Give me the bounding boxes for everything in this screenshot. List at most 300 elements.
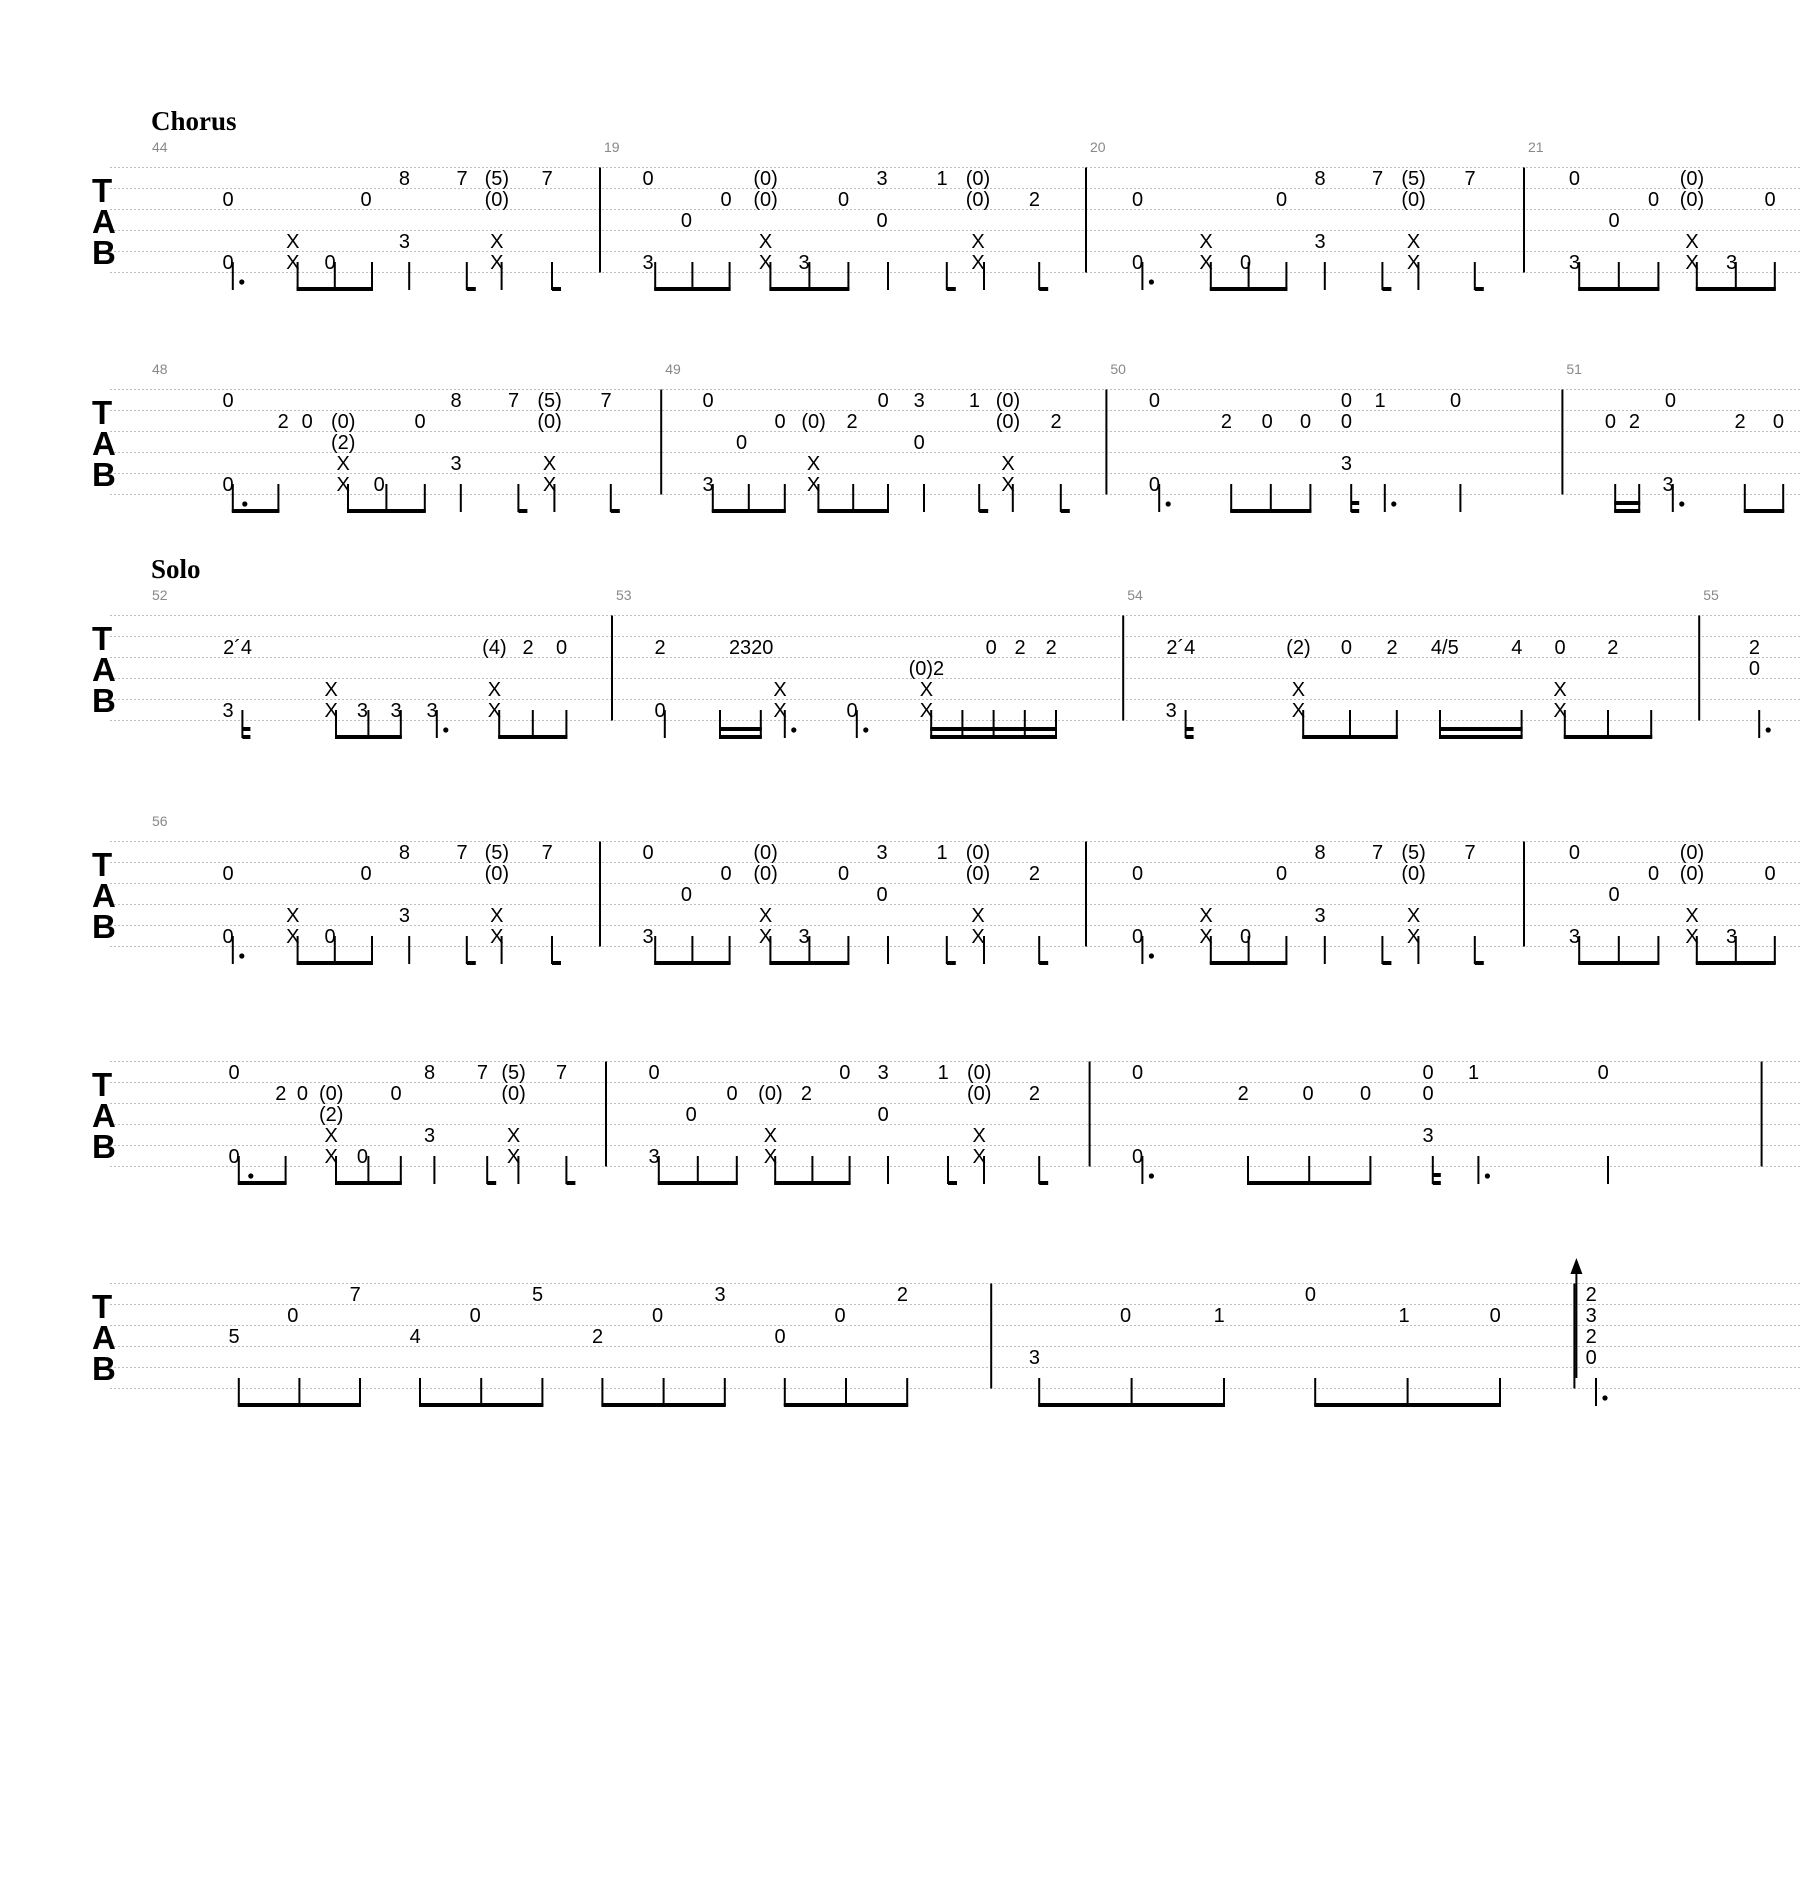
fret-number: 0 bbox=[390, 1083, 402, 1105]
rhythm-dot bbox=[1679, 501, 1684, 506]
fret-number: 0 bbox=[834, 1305, 846, 1327]
fret-number: 0 bbox=[1240, 252, 1252, 274]
fret-number: 0 bbox=[1604, 411, 1616, 433]
tab-letter-b: B bbox=[92, 1350, 116, 1387]
measure-number: 56 bbox=[152, 813, 168, 829]
fret-number: 0 bbox=[1261, 411, 1273, 433]
fret-number: 0 bbox=[222, 474, 234, 496]
fret-number: 0 bbox=[877, 390, 889, 412]
fret-number: 2 bbox=[1014, 637, 1026, 659]
fret-number: 0 bbox=[642, 842, 654, 864]
tab-letter-a: A bbox=[92, 1319, 116, 1356]
fret-number: 1 bbox=[1398, 1305, 1410, 1327]
fret-number: 8 bbox=[398, 842, 410, 864]
fret-number: 0 bbox=[287, 1305, 299, 1327]
fret-number: 7 bbox=[1372, 168, 1384, 190]
dead-note: X bbox=[919, 700, 934, 722]
dead-note: X bbox=[324, 679, 338, 701]
measure-number: 50 bbox=[1110, 361, 1126, 377]
fret-number: 3 bbox=[424, 1125, 436, 1147]
fret-number: 0 bbox=[360, 863, 372, 885]
fret-number: 0 bbox=[652, 1305, 664, 1327]
tab-system bbox=[92, 813, 1800, 964]
fret-number: 1 bbox=[936, 168, 948, 190]
fret-number: 0 bbox=[1597, 1062, 1609, 1084]
dead-note: X bbox=[1406, 905, 1421, 927]
measure-number: 21 bbox=[1528, 139, 1544, 155]
fret-number: 0 bbox=[846, 700, 858, 722]
fret-number: (0) bbox=[801, 411, 826, 433]
fret-number: 0 bbox=[702, 390, 714, 412]
fret-number: 0 bbox=[556, 637, 568, 659]
dead-note: X bbox=[506, 1146, 521, 1168]
fret-number: 3 bbox=[1314, 231, 1326, 253]
fret-number: (0) bbox=[966, 1062, 992, 1084]
fret-number: 0 bbox=[654, 700, 666, 722]
dead-note: X bbox=[1685, 926, 1699, 948]
dead-note: X bbox=[758, 252, 773, 274]
fret-number: 0 bbox=[774, 1326, 786, 1348]
fret-number: 0 bbox=[1360, 1083, 1372, 1105]
fret-number: 0 bbox=[1585, 1347, 1597, 1369]
dead-note: X bbox=[1001, 474, 1015, 496]
fret-number: 0 bbox=[1748, 658, 1760, 680]
dead-note: X bbox=[1553, 679, 1567, 701]
rhythm-dot bbox=[443, 727, 448, 732]
fret-number: 7 bbox=[556, 1062, 568, 1084]
rhythm-dot bbox=[791, 727, 796, 732]
fret-number: (0) bbox=[966, 1083, 992, 1105]
fret-number: 0 bbox=[1132, 252, 1144, 274]
fret-number: (2) bbox=[318, 1104, 344, 1126]
fret-number: (0) bbox=[537, 411, 562, 433]
tab-letter-b: B bbox=[92, 682, 116, 719]
fret-number: 0 bbox=[1422, 1062, 1434, 1084]
fret-number: 3 bbox=[1568, 926, 1580, 948]
fret-number: 0 bbox=[373, 474, 385, 496]
fret-number: 0 bbox=[296, 1083, 308, 1105]
fret-number: 0 bbox=[774, 411, 786, 433]
measure-number: 20 bbox=[1090, 139, 1106, 155]
fret-number: 7 bbox=[1372, 842, 1384, 864]
dead-note: X bbox=[763, 1146, 778, 1168]
fret-number: 3 bbox=[398, 231, 410, 253]
fret-number: (0) bbox=[1679, 863, 1705, 885]
fret-number: 7 bbox=[476, 1062, 488, 1084]
fret-number: 2 bbox=[522, 637, 534, 659]
dead-note: X bbox=[1199, 905, 1213, 927]
fret-number: 0 bbox=[1132, 1146, 1144, 1168]
section-title-chorus: Chorus bbox=[151, 106, 237, 136]
fret-number: 3 bbox=[1662, 474, 1674, 496]
dead-note: X bbox=[1406, 231, 1421, 253]
dead-note: X bbox=[758, 905, 773, 927]
measure-number: 19 bbox=[604, 139, 620, 155]
fret-number: 0 bbox=[222, 863, 234, 885]
fret-number: 0 bbox=[1300, 411, 1312, 433]
dead-note: X bbox=[324, 1146, 338, 1168]
fret-number: 0 bbox=[414, 411, 426, 433]
fret-number: 0 bbox=[222, 926, 234, 948]
dead-note: X bbox=[490, 926, 504, 948]
fret-number: 3 bbox=[1568, 252, 1580, 274]
fret-number: 7 bbox=[541, 842, 553, 864]
dead-note: X bbox=[773, 679, 787, 701]
fret-number: 0 bbox=[1340, 390, 1352, 412]
fret-number: 2 bbox=[1237, 1083, 1249, 1105]
fret-number: 7 bbox=[541, 168, 553, 190]
fret-number: 3 bbox=[913, 390, 925, 412]
dead-note: X bbox=[806, 453, 821, 475]
dead-note: X bbox=[490, 252, 504, 274]
fret-number: 0 bbox=[1276, 189, 1288, 211]
fret-number: 0 bbox=[1648, 863, 1660, 885]
fret-number: 0 bbox=[1489, 1305, 1501, 1327]
fret-number: 0 bbox=[685, 1104, 697, 1126]
fret-number: 2 bbox=[277, 411, 289, 433]
fret-number: 2 bbox=[1386, 637, 1398, 659]
fret-number: 2320 bbox=[728, 637, 774, 659]
fret-number: 0 bbox=[680, 884, 692, 906]
fret-number: 5 bbox=[532, 1284, 544, 1306]
dead-note: X bbox=[971, 231, 985, 253]
fret-number: 0 bbox=[877, 1104, 889, 1126]
fret-number: 0 bbox=[839, 1062, 851, 1084]
fret-number: (2) bbox=[330, 432, 356, 454]
fret-number: 2 bbox=[654, 637, 666, 659]
fret-number: 8 bbox=[1314, 168, 1326, 190]
fret-number: 3 bbox=[798, 926, 810, 948]
dead-note: X bbox=[971, 252, 985, 274]
fret-number: 0 bbox=[876, 884, 888, 906]
fret-number: 8 bbox=[424, 1062, 436, 1084]
tab-letter-t: T bbox=[92, 846, 113, 883]
dead-note: X bbox=[1406, 252, 1421, 274]
fret-number: 0 bbox=[1304, 1284, 1316, 1306]
dead-note: X bbox=[1685, 905, 1699, 927]
rhythm-dot bbox=[1149, 279, 1154, 284]
rhythm-dot bbox=[1602, 1395, 1607, 1400]
fret-number: 2 bbox=[592, 1326, 604, 1348]
fret-number: 0 bbox=[1132, 926, 1144, 948]
rhythm-dot bbox=[1485, 1173, 1490, 1178]
fret-number: 0 bbox=[1148, 474, 1160, 496]
fret-number: 0 bbox=[1120, 1305, 1132, 1327]
fret-number: 4 bbox=[1511, 637, 1523, 659]
tab-letter-a: A bbox=[92, 203, 116, 240]
dead-note: X bbox=[487, 700, 502, 722]
fret-number: (0) bbox=[330, 411, 356, 433]
fret-number: 1 bbox=[1374, 390, 1386, 412]
dead-note: X bbox=[286, 252, 300, 274]
fret-number: (0) bbox=[484, 863, 510, 885]
fret-number: 3 bbox=[1028, 1347, 1040, 1369]
fret-number: 0 bbox=[1764, 189, 1776, 211]
fret-number: 3 bbox=[798, 252, 810, 274]
fret-number: 7 bbox=[456, 168, 468, 190]
fret-number: 3 bbox=[714, 1284, 726, 1306]
fret-number: 0 bbox=[838, 863, 850, 885]
fret-number: 0 bbox=[1568, 168, 1580, 190]
fret-number: 0 bbox=[222, 252, 234, 274]
fret-number: 3 bbox=[876, 842, 888, 864]
fret-number: (0) bbox=[965, 168, 991, 190]
fret-number: (0) bbox=[1679, 168, 1705, 190]
fret-number: 0 bbox=[1240, 926, 1252, 948]
dead-note: X bbox=[758, 926, 773, 948]
dead-note: X bbox=[1291, 700, 1306, 722]
fret-number: 0 bbox=[1422, 1083, 1434, 1105]
fret-number: 2 bbox=[1585, 1284, 1597, 1306]
fret-number: 3 bbox=[702, 474, 714, 496]
rhythm-dot bbox=[1166, 501, 1171, 506]
fret-number: 2 bbox=[800, 1083, 812, 1105]
fret-number: (0) bbox=[1401, 189, 1426, 211]
dead-note: X bbox=[542, 453, 557, 475]
fret-number: 0 bbox=[720, 863, 732, 885]
rhythm-dot bbox=[248, 1173, 253, 1178]
measure-number: 48 bbox=[152, 361, 168, 377]
dead-note: X bbox=[763, 1125, 778, 1147]
fret-number: 0 bbox=[1132, 189, 1144, 211]
fret-number: 3 bbox=[1340, 453, 1352, 475]
dead-note: X bbox=[806, 474, 821, 496]
dead-note: X bbox=[336, 474, 350, 496]
fret-number: 2 bbox=[846, 411, 858, 433]
fret-number: 2 bbox=[1220, 411, 1232, 433]
strum-arrow-head bbox=[1570, 1258, 1582, 1274]
fret-number: 0 bbox=[1764, 863, 1776, 885]
fret-number: 0 bbox=[1148, 390, 1160, 412]
tab-letter-a: A bbox=[92, 877, 116, 914]
fret-number: 0 bbox=[360, 189, 372, 211]
tab-letter-a: A bbox=[92, 1097, 116, 1134]
fret-number: (0) bbox=[995, 411, 1021, 433]
measure-number: 51 bbox=[1566, 361, 1582, 377]
fret-number: 0 bbox=[876, 210, 888, 232]
fret-number: 3 bbox=[398, 905, 410, 927]
fret-number: 4 bbox=[409, 1326, 421, 1348]
fret-number: (0) bbox=[753, 863, 778, 885]
fret-number: 3 bbox=[642, 926, 654, 948]
fret-number: 0 bbox=[222, 390, 234, 412]
fret-number: 3 bbox=[1726, 252, 1738, 274]
fret-number: (0) bbox=[758, 1083, 783, 1105]
tab-letter-b: B bbox=[92, 908, 116, 945]
fret-number: 0 bbox=[228, 1062, 240, 1084]
measure-number: 53 bbox=[616, 587, 632, 603]
tab-letter-t: T bbox=[92, 1288, 113, 1325]
rhythm-dot bbox=[1149, 953, 1154, 958]
fret-number: 2´4 bbox=[223, 637, 253, 659]
fret-number: 0 bbox=[301, 411, 313, 433]
dead-note: X bbox=[1685, 252, 1699, 274]
fret-number: 0 bbox=[1302, 1083, 1314, 1105]
dead-note: X bbox=[487, 679, 502, 701]
dead-note: X bbox=[972, 1125, 986, 1147]
fret-number: 3 bbox=[648, 1146, 660, 1168]
tab-system bbox=[92, 139, 1800, 290]
fret-number: 3 bbox=[1585, 1305, 1597, 1327]
fret-number: 8 bbox=[1314, 842, 1326, 864]
fret-number: (0) bbox=[501, 1083, 526, 1105]
fret-number: (0) bbox=[753, 168, 778, 190]
fret-number: 0 bbox=[1132, 1062, 1144, 1084]
rhythm-dot bbox=[242, 501, 247, 506]
dead-note: X bbox=[773, 700, 787, 722]
fret-number: (2) bbox=[1286, 637, 1311, 659]
measure-number: 54 bbox=[1127, 587, 1143, 603]
fret-number: 2 bbox=[1028, 189, 1040, 211]
fret-number: 1 bbox=[937, 1062, 949, 1084]
fret-number: 0 bbox=[1340, 411, 1352, 433]
fret-number: (5) bbox=[501, 1062, 526, 1084]
fret-number: 3 bbox=[877, 1062, 889, 1084]
dead-note: X bbox=[286, 231, 300, 253]
tab-system bbox=[92, 587, 1800, 738]
dead-note: X bbox=[971, 926, 985, 948]
dead-note: X bbox=[971, 905, 985, 927]
fret-number: 0 bbox=[985, 637, 997, 659]
fret-number: (0) bbox=[484, 189, 510, 211]
dead-note: X bbox=[1199, 231, 1213, 253]
fret-number: 8 bbox=[398, 168, 410, 190]
fret-number: 0 bbox=[222, 189, 234, 211]
measure-number: 49 bbox=[665, 361, 681, 377]
fret-number: 3 bbox=[1165, 700, 1177, 722]
fret-number: 0 bbox=[913, 432, 925, 454]
tab-letter-t: T bbox=[92, 620, 113, 657]
fret-number: 8 bbox=[450, 390, 462, 412]
dead-note: X bbox=[324, 700, 338, 722]
fret-number: 3 bbox=[356, 700, 368, 722]
fret-number: (0) bbox=[965, 842, 991, 864]
fret-number: 7 bbox=[1464, 168, 1476, 190]
fret-number: (0)2 bbox=[908, 658, 945, 680]
fret-number: 1 bbox=[936, 842, 948, 864]
fret-number: 0 bbox=[1648, 189, 1660, 211]
fret-number: 0 bbox=[356, 1146, 368, 1168]
fret-number: 2´4 bbox=[1166, 637, 1196, 659]
fret-number: 0 bbox=[648, 1062, 660, 1084]
rhythm-dot bbox=[239, 279, 244, 284]
fret-number: 7 bbox=[600, 390, 612, 412]
fret-number: (0) bbox=[1679, 842, 1705, 864]
tab-system bbox=[92, 361, 1800, 512]
fret-number: 0 bbox=[1450, 390, 1462, 412]
measure-number: 55 bbox=[1703, 587, 1719, 603]
fret-number: (5) bbox=[1401, 842, 1426, 864]
dead-note: X bbox=[324, 1125, 338, 1147]
rhythm-dot bbox=[1149, 1173, 1154, 1178]
fret-number: 3 bbox=[222, 700, 234, 722]
fret-number: 3 bbox=[1314, 905, 1326, 927]
fret-number: (0) bbox=[753, 189, 778, 211]
fret-number: 0 bbox=[1132, 863, 1144, 885]
tab-letter-b: B bbox=[92, 234, 116, 271]
fret-number: 0 bbox=[720, 189, 732, 211]
fret-number: (4) bbox=[482, 637, 507, 659]
fret-number: 2 bbox=[1734, 411, 1746, 433]
dead-note: X bbox=[1553, 700, 1567, 722]
fret-number: (0) bbox=[995, 390, 1021, 412]
fret-number: 4/5 bbox=[1430, 637, 1459, 659]
fret-number: (5) bbox=[1401, 168, 1426, 190]
fret-number: 3 bbox=[642, 252, 654, 274]
dead-note: X bbox=[336, 453, 350, 475]
fret-number: 2 bbox=[1585, 1326, 1597, 1348]
fret-number: 7 bbox=[456, 842, 468, 864]
fret-number: 0 bbox=[228, 1146, 240, 1168]
fret-number: 0 bbox=[642, 168, 654, 190]
rhythm-dot bbox=[1766, 727, 1771, 732]
fret-number: 0 bbox=[736, 432, 748, 454]
fret-number: 0 bbox=[838, 189, 850, 211]
fret-number: 2 bbox=[1045, 637, 1057, 659]
fret-number: (0) bbox=[1679, 189, 1705, 211]
dead-note: X bbox=[1001, 453, 1015, 475]
fret-number: 0 bbox=[1608, 884, 1620, 906]
fret-number: 2 bbox=[1028, 863, 1040, 885]
dead-note: X bbox=[1685, 231, 1699, 253]
fret-number: (0) bbox=[318, 1083, 344, 1105]
fret-number: 1 bbox=[968, 390, 980, 412]
fret-number: 3 bbox=[390, 700, 402, 722]
fret-number: 0 bbox=[1568, 842, 1580, 864]
tab-letter-t: T bbox=[92, 1066, 113, 1103]
fret-number: (0) bbox=[965, 863, 991, 885]
fret-number: 0 bbox=[1772, 411, 1784, 433]
fret-number: 2 bbox=[896, 1284, 908, 1306]
fret-number: 0 bbox=[1276, 863, 1288, 885]
fret-number: 2 bbox=[1748, 637, 1760, 659]
tab-letter-a: A bbox=[92, 425, 116, 462]
fret-number: 3 bbox=[426, 700, 438, 722]
dead-note: X bbox=[1199, 926, 1213, 948]
tab-letter-b: B bbox=[92, 1128, 116, 1165]
dead-note: X bbox=[919, 679, 934, 701]
dead-note: X bbox=[286, 905, 300, 927]
dead-note: X bbox=[972, 1146, 986, 1168]
dead-note: X bbox=[506, 1125, 521, 1147]
section-title-solo: Solo bbox=[151, 554, 201, 584]
rhythm-dot bbox=[239, 953, 244, 958]
dead-note: X bbox=[1406, 926, 1421, 948]
rhythm-dot bbox=[863, 727, 868, 732]
fret-number: 7 bbox=[349, 1284, 361, 1306]
fret-number: 2 bbox=[1607, 637, 1619, 659]
dead-note: X bbox=[490, 231, 504, 253]
fret-number: (0) bbox=[965, 189, 991, 211]
dead-note: X bbox=[1291, 679, 1306, 701]
measure-number: 52 bbox=[152, 587, 168, 603]
tab-letter-b: B bbox=[92, 456, 116, 493]
fret-number: 2 bbox=[1628, 411, 1640, 433]
fret-number: 0 bbox=[324, 926, 336, 948]
fret-number: 1 bbox=[1213, 1305, 1225, 1327]
fret-number: (0) bbox=[1401, 863, 1426, 885]
fret-number: (0) bbox=[753, 842, 778, 864]
fret-number: 3 bbox=[876, 168, 888, 190]
fret-number: 0 bbox=[469, 1305, 481, 1327]
rhythm-dot bbox=[1391, 501, 1396, 506]
dead-note: X bbox=[286, 926, 300, 948]
tab-system bbox=[92, 1284, 1800, 1407]
fret-number: 1 bbox=[1468, 1062, 1480, 1084]
dead-note: X bbox=[490, 905, 504, 927]
fret-number: 3 bbox=[1726, 926, 1738, 948]
dead-note: X bbox=[542, 474, 557, 496]
